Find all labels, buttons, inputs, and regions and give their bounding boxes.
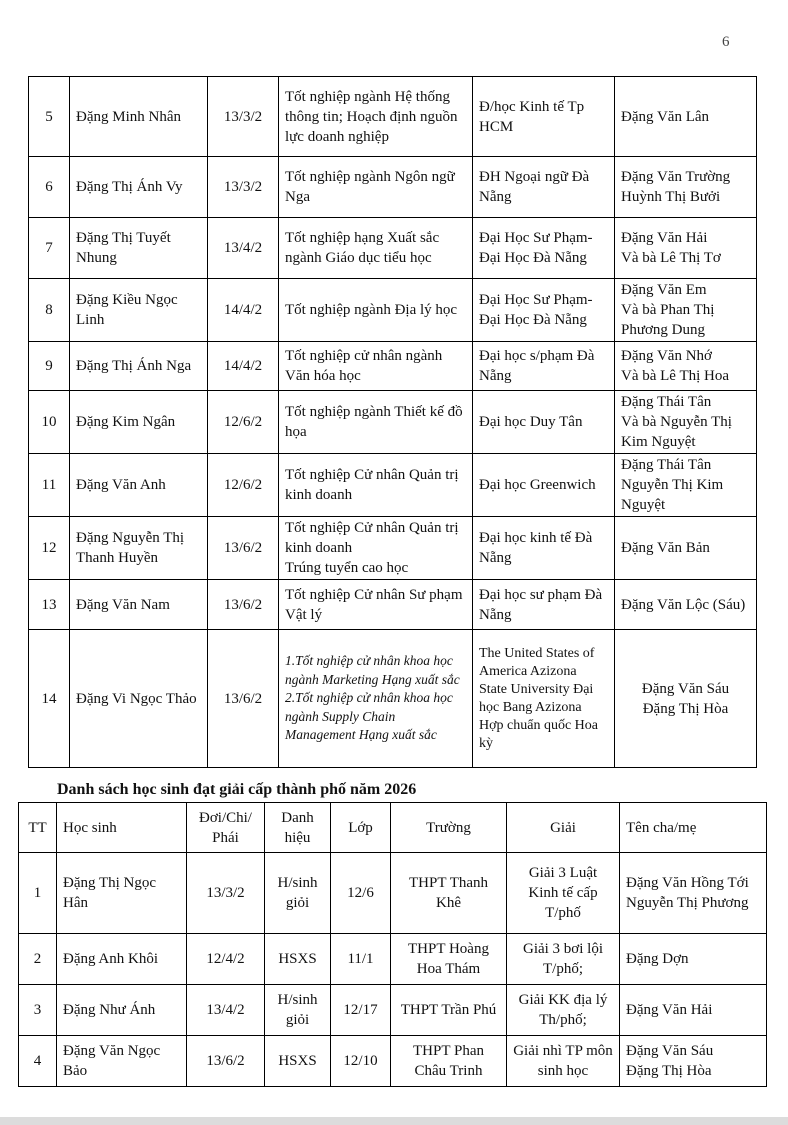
achievement: Tốt nghiệp Cử nhân Sư phạm Vật lý bbox=[279, 580, 473, 630]
row-number: 7 bbox=[29, 218, 70, 279]
header-award: Giải bbox=[507, 803, 620, 853]
parents bbox=[615, 342, 757, 391]
class: 12/10 bbox=[331, 1036, 391, 1087]
student-name: Đặng Văn Ngọc Bảo bbox=[57, 1036, 187, 1087]
row-number: 4 bbox=[19, 1036, 57, 1087]
parent-line: Nguyễn Thị Kim Nguyệt bbox=[621, 477, 724, 513]
student-name: Đặng Nguyễn Thị Thanh Huyền bbox=[70, 517, 208, 580]
award: Giải nhì TP môn sinh học bbox=[507, 1036, 620, 1087]
parent-line: Đặng Văn Nhớ bbox=[621, 348, 712, 364]
parent-line: Và bà Lê Thị Hoa bbox=[621, 368, 730, 384]
achievement-line: 2.Tốt nghiệp cử nhân khoa học ngành Supply Chain Management Hạng xuất sắc bbox=[285, 690, 453, 743]
table-row bbox=[29, 391, 757, 454]
achievement: Tốt nghiệp hạng Xuất sắc ngành Giáo dục tiểu học bbox=[279, 218, 473, 279]
awards-table bbox=[18, 802, 767, 1087]
table-row bbox=[29, 580, 757, 630]
row-number: 9 bbox=[29, 342, 70, 391]
parent-line: Và bà Phan Thị Phương Dung bbox=[621, 302, 715, 338]
student-name: Đặng Văn Nam bbox=[70, 580, 208, 630]
header-student: Học sinh bbox=[57, 803, 187, 853]
parents: Đặng Văn Lộc (Sáu) bbox=[615, 580, 757, 630]
achievement: Tốt nghiệp ngành Địa lý học bbox=[279, 279, 473, 342]
parents bbox=[620, 853, 767, 934]
date-code: 13/3/2 bbox=[187, 853, 265, 934]
award: Giải 3 bơi lội T/phố; bbox=[507, 934, 620, 985]
parents: Đặng Dợn bbox=[620, 934, 767, 985]
row-number: 8 bbox=[29, 279, 70, 342]
header-parents: Tên cha/mẹ bbox=[620, 803, 767, 853]
table-row bbox=[29, 218, 757, 279]
table-row bbox=[29, 157, 757, 218]
student-title: HSXS bbox=[265, 1036, 331, 1087]
table-row bbox=[19, 853, 767, 934]
parents: Đặng Văn Lân bbox=[615, 77, 757, 157]
date-code: 13/6/2 bbox=[208, 517, 279, 580]
school: THPT Phan Châu Trinh bbox=[391, 1036, 507, 1087]
class: 12/17 bbox=[331, 985, 391, 1036]
row-number: 6 bbox=[29, 157, 70, 218]
parent-line: Đặng Văn Sáu bbox=[641, 680, 730, 697]
parents bbox=[615, 279, 757, 342]
parent-line: Đặng Văn Trường bbox=[621, 169, 731, 185]
parent-line: Đặng Văn Hải bbox=[621, 230, 708, 246]
student-name: Đặng Anh Khôi bbox=[57, 934, 187, 985]
award: Giải KK địa lý Th/phố; bbox=[507, 985, 620, 1036]
row-number: 12 bbox=[29, 517, 70, 580]
awards-section-title: Danh sách học sinh đạt giải cấp thành phố năm 2026 bbox=[57, 781, 417, 798]
university: Đại học Duy Tân bbox=[473, 391, 615, 454]
date-code: 13/3/2 bbox=[208, 77, 279, 157]
table-row bbox=[29, 517, 757, 580]
parents bbox=[615, 630, 757, 768]
student-name: Đặng Minh Nhân bbox=[70, 77, 208, 157]
parent-line: Và bà Lê Thị Tơ bbox=[621, 250, 721, 266]
parents: Đặng Văn Bản bbox=[615, 517, 757, 580]
page-bottom-edge bbox=[0, 1117, 788, 1125]
parents bbox=[615, 454, 757, 517]
school: THPT Trần Phú bbox=[391, 985, 507, 1036]
student-title: HSXS bbox=[265, 934, 331, 985]
parents bbox=[615, 218, 757, 279]
student-name: Đặng Như Ánh bbox=[57, 985, 187, 1036]
header-row bbox=[19, 803, 767, 853]
graduates-table bbox=[28, 76, 757, 768]
achievement: Tốt nghiệp ngành Hệ thống thông tin; Hoạch định nguồn lực doanh nghiệp bbox=[279, 77, 473, 157]
table-row bbox=[29, 342, 757, 391]
achievement: Tốt nghiệp Cử nhân Quản trị kinh doanh bbox=[279, 454, 473, 517]
university bbox=[473, 77, 615, 157]
table-row bbox=[19, 934, 767, 985]
award: Giải 3 Luật Kinh tế cấp T/phố bbox=[507, 853, 620, 934]
parent-line: Huỳnh Thị Bưởi bbox=[621, 189, 721, 205]
row-number: 13 bbox=[29, 580, 70, 630]
date-code: 12/6/2 bbox=[208, 391, 279, 454]
student-title: H/sinh giỏi bbox=[265, 853, 331, 934]
date-code: 13/4/2 bbox=[208, 218, 279, 279]
student-name: Đặng Văn Anh bbox=[70, 454, 208, 517]
achievement: Tốt nghiệp ngành Ngôn ngữ Nga bbox=[279, 157, 473, 218]
achievement-line: Trúng tuyển cao học bbox=[285, 560, 409, 576]
university-text: Đ/học Kinh tế Tp HCM bbox=[479, 98, 585, 135]
achievement: Tốt nghiệp cử nhân ngành Văn hóa học bbox=[279, 342, 473, 391]
date-code: 13/6/2 bbox=[208, 630, 279, 768]
table-row bbox=[19, 1036, 767, 1087]
table-row bbox=[29, 454, 757, 517]
header-class: Lớp bbox=[331, 803, 391, 853]
parents bbox=[615, 157, 757, 218]
row-number: 11 bbox=[29, 454, 70, 517]
class: 12/6 bbox=[331, 853, 391, 934]
header-title: Danh hiệu bbox=[265, 803, 331, 853]
university: Đại học Greenwich bbox=[473, 454, 615, 517]
achievement bbox=[279, 630, 473, 768]
parent-line: Nguyễn Thị Phương bbox=[626, 895, 749, 911]
parent-line: Đặng Thái Tân bbox=[621, 394, 712, 410]
student-name: Đặng Kim Ngân bbox=[70, 391, 208, 454]
parents: Đặng Văn Hải bbox=[620, 985, 767, 1036]
row-number: 10 bbox=[29, 391, 70, 454]
achievement-line: Tốt nghiệp Cử nhân Quản trị kinh doanh bbox=[285, 520, 459, 556]
row-number: 1 bbox=[19, 853, 57, 934]
university: Đại học s/phạm Đà Nẵng bbox=[473, 342, 615, 391]
student-name: Đặng Thị Ngọc Hân bbox=[57, 853, 187, 934]
university: ĐH Ngoại ngữ Đà Nẵng bbox=[473, 157, 615, 218]
date-code: 14/4/2 bbox=[208, 279, 279, 342]
parent-line: Đặng Thị Hòa bbox=[642, 700, 729, 717]
table-row bbox=[29, 77, 757, 157]
parent-line: Đặng Văn Em bbox=[621, 282, 707, 298]
student-name: Đặng Kiều Ngọc Linh bbox=[70, 279, 208, 342]
class: 11/1 bbox=[331, 934, 391, 985]
parent-line: Đặng Văn Hồng Tới bbox=[626, 875, 749, 891]
school: THPT Hoàng Hoa Thám bbox=[391, 934, 507, 985]
date-code: 14/4/2 bbox=[208, 342, 279, 391]
table-row bbox=[29, 630, 757, 768]
achievement bbox=[279, 517, 473, 580]
student-name: Đặng Thị Tuyết Nhung bbox=[70, 218, 208, 279]
date-code: 13/6/2 bbox=[187, 1036, 265, 1087]
table-row bbox=[29, 279, 757, 342]
university: The United States of America Azizona State University Đại học Bang Azizona Hợp chuẩn quốc Hoa kỳ bbox=[473, 630, 615, 768]
row-number: 14 bbox=[29, 630, 70, 768]
university: Đại Học Sư Phạm-Đại Học Đà Nẵng bbox=[473, 279, 615, 342]
student-title: H/sinh giỏi bbox=[265, 985, 331, 1036]
school: THPT Thanh Khê bbox=[391, 853, 507, 934]
achievement-line: 1.Tốt nghiệp cử nhân khoa học ngành Marketing Hạng xuất sắc bbox=[285, 653, 460, 687]
row-number: 2 bbox=[19, 934, 57, 985]
student-name: Đặng Thị Ánh Vy bbox=[70, 157, 208, 218]
parent-line: Đặng Thị Hòa bbox=[626, 1063, 712, 1079]
student-name: Đặng Vi Ngọc Thảo bbox=[70, 630, 208, 768]
parent-line: Đặng Thái Tân bbox=[621, 457, 712, 473]
page-number: 6 bbox=[722, 34, 730, 50]
university: Đại học sư phạm Đà Nẵng bbox=[473, 580, 615, 630]
university: Đại Học Sư Phạm-Đại Học Đà Nẵng bbox=[473, 218, 615, 279]
achievement: Tốt nghiệp ngành Thiết kế đồ họa bbox=[279, 391, 473, 454]
university: Đại học kinh tế Đà Nẵng bbox=[473, 517, 615, 580]
date-code: 13/6/2 bbox=[208, 580, 279, 630]
date-code: 12/6/2 bbox=[208, 454, 279, 517]
row-number: 3 bbox=[19, 985, 57, 1036]
header-school: Trường bbox=[391, 803, 507, 853]
date-code: 13/3/2 bbox=[208, 157, 279, 218]
parent-line: Đặng Văn Sáu bbox=[626, 1043, 714, 1059]
student-name: Đặng Thị Ánh Nga bbox=[70, 342, 208, 391]
row-number: 5 bbox=[29, 77, 70, 157]
date-code: 12/4/2 bbox=[187, 934, 265, 985]
header-tt: TT bbox=[19, 803, 57, 853]
parent-line: Và bà Nguyễn Thị Kim Nguyệt bbox=[621, 414, 732, 450]
table-row bbox=[19, 985, 767, 1036]
header-dob: Đơi/Chi/ Phái bbox=[187, 803, 265, 853]
parents bbox=[615, 391, 757, 454]
parents bbox=[620, 1036, 767, 1087]
date-code: 13/4/2 bbox=[187, 985, 265, 1036]
